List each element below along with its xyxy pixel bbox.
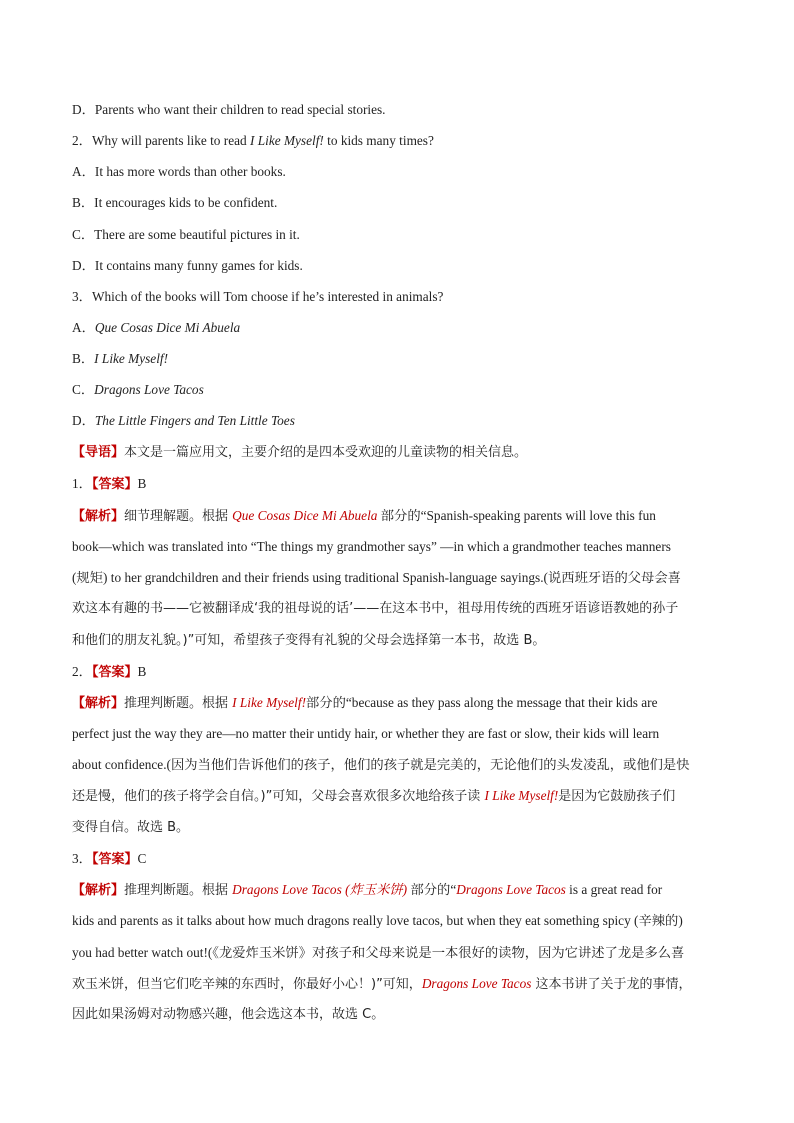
answer-2-number: 2．: [72, 664, 92, 679]
analysis-1-tag: 【解析】: [72, 509, 125, 524]
analysis-3-line-4-title: Dragons Love Tacos: [421, 976, 532, 991]
q3-option-a: [72, 318, 722, 338]
analysis-2-line-4-title: I Like Myself!: [484, 788, 559, 803]
q2-option-a: A．It has more words than other books.: [72, 164, 286, 179]
analysis-1-title: Que Cosas Dice Mi Abuela: [232, 508, 378, 523]
q2-stem-pre: 2．Why will parents like to read: [72, 133, 250, 148]
analysis-1-line-5: 和他们的朋友礼貌。)”可知，希望孩子变得有礼貌的父母会选择第一本书，故选 B。: [72, 633, 546, 648]
answer-3-number: 3．: [72, 851, 92, 866]
analysis-3-line-3: you had better watch out!(《龙爱炸玉米饼》对孩子和父母来说是一本很好的读物，因为它讲述了龙是多么喜: [72, 945, 685, 960]
q2-stem: [72, 131, 722, 151]
q3-option-d: [72, 411, 722, 431]
answer-3-header: [72, 849, 722, 870]
q3-option-d-label: D．: [72, 413, 95, 428]
analysis-2-tag: 【解析】: [72, 696, 125, 711]
guide-paragraph: [72, 443, 722, 463]
analysis-3-title-2: Dragons Love Tacos: [456, 882, 566, 897]
analysis-3-title: Dragons Love Tacos (炸玉米饼): [232, 882, 408, 897]
answer-1-value: B: [137, 476, 147, 491]
analysis-3-tag: 【解析】: [72, 883, 125, 898]
answer-2-value: B: [137, 664, 147, 679]
q3-option-c-title: Dragons Love Tacos: [94, 382, 204, 397]
q2-option-b: B．It encourages kids to be confident.: [72, 195, 278, 210]
analysis-3-line-4: [72, 974, 722, 995]
q3-option-a-label: A．: [72, 320, 95, 335]
analysis-3-line-5: 因此如果汤姆对动物感兴趣，他会选这本书，故选 C。: [72, 1007, 385, 1022]
answer-3-tag: 【答案】: [91, 852, 138, 867]
answer-1-tag: 【答案】: [91, 477, 138, 492]
analysis-2-line-4: [72, 786, 722, 807]
q2-stem-title: I Like Myself!: [249, 133, 324, 148]
analysis-2-line-4-post: 是因为它鼓励孩子们: [558, 789, 676, 804]
analysis-3-line-1-post: is a great read for: [565, 882, 663, 897]
analysis-2-line-1-pre: 推理判断题。根据: [124, 696, 233, 711]
q3-option-a-title: Que Cosas Dice Mi Abuela: [94, 320, 241, 335]
q3-option-b: [72, 349, 722, 369]
answer-2-header: [72, 662, 722, 683]
analysis-2-line-3: about confidence.(因为当他们告诉他们的孩子，他们的孩子就是完美的，无论他们的头发凌乱，或他们是快: [72, 757, 690, 772]
q1-option-d: D．Parents who want their children to read special stories.: [72, 102, 386, 117]
analysis-3-line-4-post: 这本书讲了关于龙的事情，: [531, 977, 692, 992]
analysis-3-line-1: [72, 880, 722, 901]
q3-option-b-title: I Like Myself!: [94, 351, 169, 366]
answer-2-tag: 【答案】: [91, 665, 138, 680]
analysis-1-line-3: (规矩) to her grandchildren and their friends using traditional Spanish-language sayings.(说西班牙语的父母会喜: [72, 570, 681, 585]
analysis-3-line-1-mid: 部分的“: [407, 882, 457, 897]
analysis-1-line-1-pre: 细节理解题。根据: [124, 509, 233, 524]
guide-tag: 【导语】: [72, 445, 125, 460]
analysis-2-line-5: 变得自信。故选 B。: [72, 820, 190, 835]
answer-1-header: [72, 474, 722, 495]
q3-stem: 3．Which of the books will Tom choose if he’s interested in animals?: [72, 289, 444, 304]
answer-3-value: C: [137, 851, 147, 866]
analysis-2-title: I Like Myself!: [232, 695, 306, 710]
analysis-2-line-2: perfect just the way they are—no matter their untidy hair, or whether they are fast or slow, their kids will learn: [72, 726, 660, 741]
analysis-3-line-4-pre: 欢玉米饼，但当它们吃辛辣的东西时，你最好小心！)”可知，: [72, 977, 422, 992]
analysis-1-line-1: [72, 506, 722, 527]
analysis-3-line-1-pre: 推理判断题。根据: [124, 883, 233, 898]
analysis-2-line-1: [72, 693, 722, 714]
q3-option-d-title: The Little Fingers and Ten Little Toes: [94, 413, 295, 428]
analysis-2-line-4-pre: 还是慢，他们的孩子将学会自信。)”可知，父母会喜欢很多次地给孩子读: [72, 789, 485, 804]
guide-text: 本文是一篇应用文，主要介绍的是四本受欢迎的儿童读物的相关信息。: [124, 445, 528, 460]
q3-option-c: [72, 380, 722, 400]
analysis-2-line-1-post: 部分的“because as they pass along the message that their kids are: [306, 695, 658, 710]
q3-option-b-label: B．: [72, 351, 95, 366]
q3-option-c-label: C．: [72, 382, 95, 397]
analysis-1-line-1-post: 部分的“Spanish-speaking parents will love this fun: [377, 508, 656, 523]
q2-option-c: C．There are some beautiful pictures in it.: [72, 227, 300, 242]
q2-option-d: D．It contains many funny games for kids.: [72, 258, 303, 273]
analysis-3-line-2: kids and parents as it talks about how much dragons really love tacos, but when they eat something spicy (辛辣的): [72, 913, 683, 928]
q2-stem-post: to kids many times?: [323, 133, 434, 148]
analysis-1-line-4: 欢这本有趣的书——它被翻译成‘我的祖母说的话’——在这本书中，祖母用传统的西班牙语谚语教她的孙子: [72, 601, 679, 616]
answer-1-number: 1．: [72, 476, 92, 491]
analysis-1-line-2: book—which was translated into “The things my grandmother says” —in which a grandmother teaches manners: [72, 539, 671, 554]
